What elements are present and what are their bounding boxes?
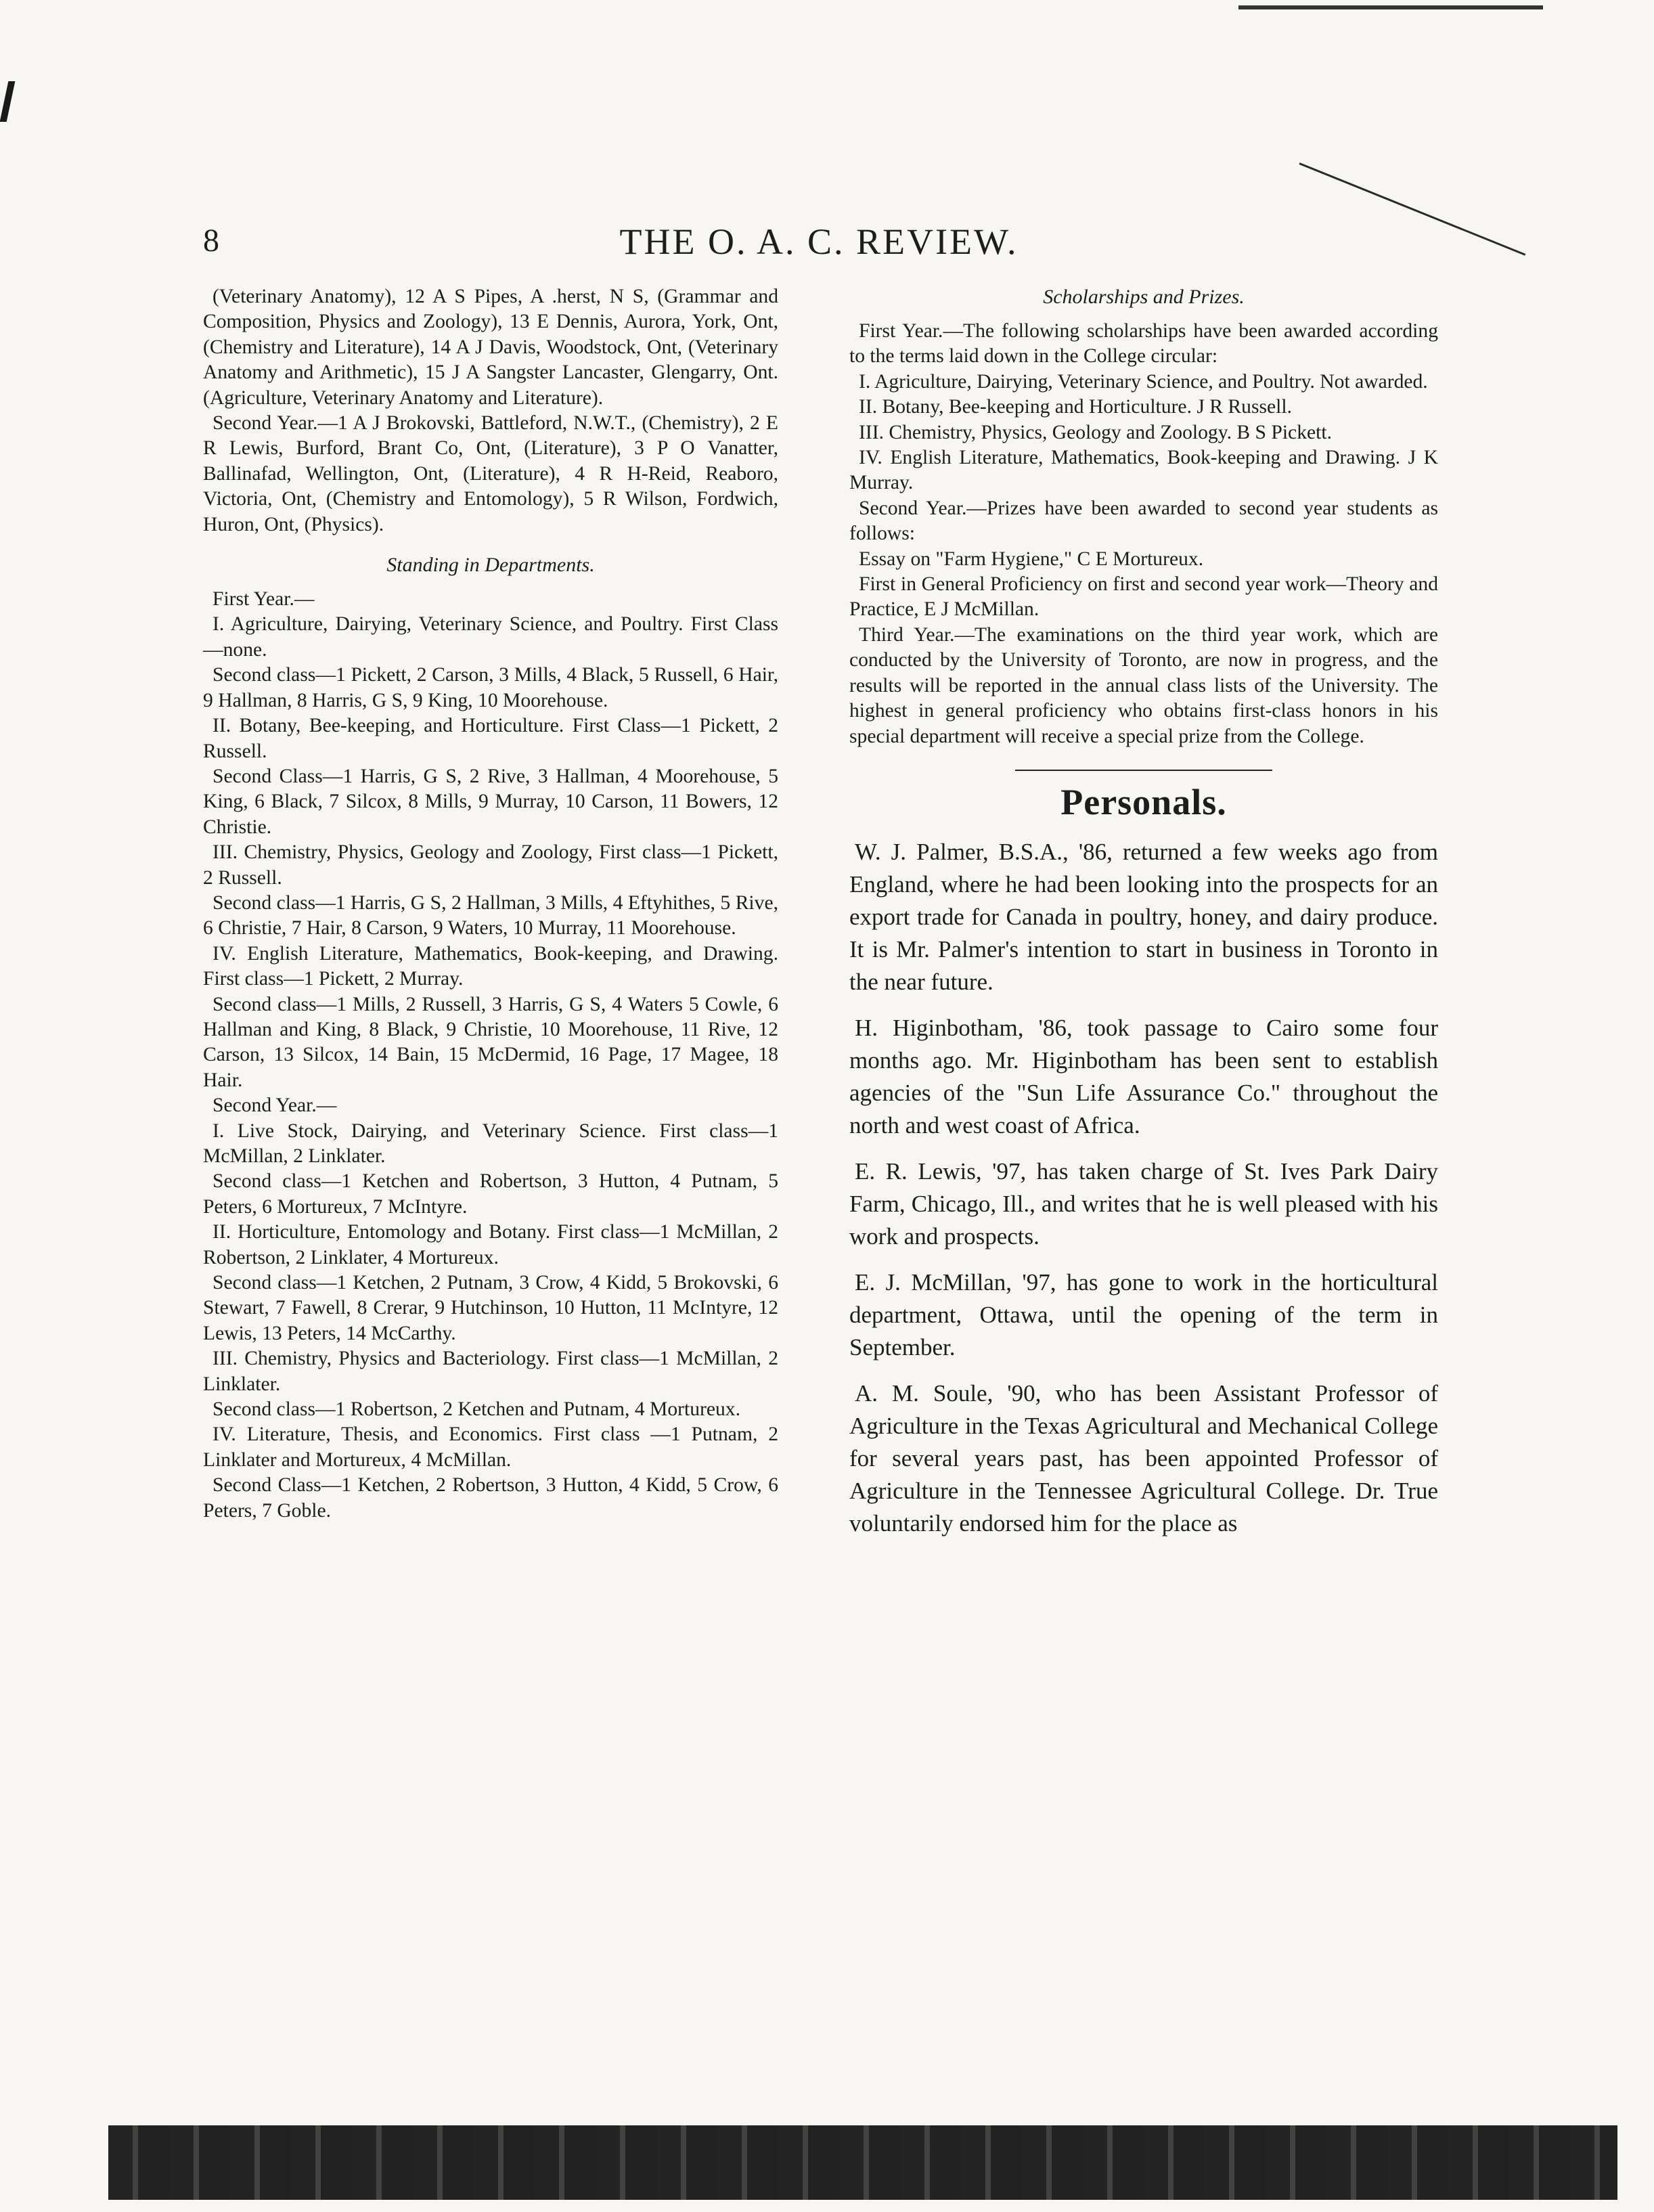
paragraph: Second Class—1 Harris, G S, 2 Rive, 3 Hallman, 4 Moorehouse, 5 King, 6 Black, 7 Silcox, 8 Mills, 9 Murray, 10 Carson, 11 Bowers, 12 Christie. bbox=[203, 765, 778, 838]
paragraph: I. Agriculture, Dairying, Veterinary Science, and Poultry. Not awarded. bbox=[859, 370, 1428, 393]
paragraph: (Veterinary Anatomy), 12 A S Pipes, A .herst, N S, (Grammar and Composition, Physics and Zoology), 13 E Dennis, Aurora, York, Ont, (Chemistry and Literature), 14 A J Davis, Woodstock, Ont, (Veterinary Anatomy and Arithmetic), 15 J A Sangster Lancaster, Glengarry, Ont. (Agriculture, Veterinary Anatomy and Literature). bbox=[203, 286, 778, 409]
scholarships-heading: Scholarships and Prizes. bbox=[1043, 286, 1245, 308]
scan-edge-top bbox=[1238, 5, 1543, 9]
paragraph: Second class—1 Ketchen, 2 Putnam, 3 Crow, 4 Kidd, 5 Brokovski, 6 Stewart, 7 Fawell, 8 Crerar, 9 Hutchinson, 10 Hutton, 11 McIntyre, 12 Lewis, 13 Peters, 14 McCarthy. bbox=[203, 1272, 778, 1344]
paragraph: Second class—1 Pickett, 2 Carson, 3 Mills, 4 Black, 5 Russell, 6 Hair, 9 Hallman, 8 Harris, G S, 9 King, 10 Moorehouse. bbox=[203, 664, 778, 711]
paragraph: W. J. Palmer, B.S.A., '86, returned a few weeks ago from England, where he had been looking into the prospects for an export trade for Canada in poultry, honey, and dairy produce. It is Mr. Palmer's intention to start in business in Toronto in the near future. bbox=[849, 838, 1438, 995]
paragraph: Second Class—1 Ketchen, 2 Robertson, 3 Hutton, 4 Kidd, 5 Crow, 6 Peters, 7 Goble. bbox=[203, 1474, 778, 1522]
right-column bbox=[849, 284, 1438, 1540]
page-number: 8 bbox=[203, 223, 220, 259]
standing-heading: Standing in Departments. bbox=[386, 554, 595, 577]
paragraph: First Year.— bbox=[213, 588, 315, 611]
scan-margin-line bbox=[1299, 162, 1525, 256]
paragraph: Third Year.—The examinations on the third year work, which are conducted by the University of Toronto, are now in progress, and the results will be reported in the annual class lists of the University. The highest in general proficiency who obtains first-class honors in his special department will receive a special prize from the College. bbox=[849, 623, 1438, 747]
paragraph: E. R. Lewis, '97, has taken charge of St. Ives Park Dairy Farm, Chicago, Ill., and writes that he is well pleased with his work and prospects. bbox=[849, 1157, 1438, 1249]
paragraph: II. Botany, Bee-keeping and Horticulture. J R Russell. bbox=[859, 396, 1292, 418]
paragraph: Second class—1 Harris, G S, 2 Hallman, 3 Mills, 4 Eftyhithes, 5 Rive, 6 Christie, 7 Hair, 8 Carson, 9 Waters, 10 Murray, 11 Moorehouse. bbox=[203, 891, 778, 939]
paragraph: A. M. Soule, '90, who has been Assistant Professor of Agriculture in the Texas Agricultural and Mechanical College for several years past, has been appointed Professor of Agriculture in the Tennessee Agricultural College. Dr. True voluntarily endorsed him for the place as bbox=[849, 1379, 1438, 1536]
paragraph: IV. English Literature, Mathematics, Book-keeping, and Drawing. First class—1 Pickett, 2 Murray. bbox=[203, 942, 778, 990]
paragraph: IV. Literature, Thesis, and Economics. First class —1 Putnam, 2 Linklater and Mortureux, 4 McMillan. bbox=[203, 1423, 778, 1471]
paragraph: Second class—1 Mills, 2 Russell, 3 Harris, G S, 4 Waters 5 Cowle, 6 Hallman and King, 8 Black, 9 Christie, 10 Moorehouse, 11 Rive, 12 Carson, 13 Silcox, 14 Bain, 15 McDermid, 16 Page, 17 Magee, 18 Hair. bbox=[203, 993, 778, 1091]
paragraph: Second Year.—Prizes have been awarded to second year students as follows: bbox=[849, 497, 1438, 545]
personals-section bbox=[849, 836, 1438, 1540]
scan-margin-mark bbox=[0, 81, 15, 122]
paragraph: Second Year.—1 A J Brokovski, Battleford, N.W.T., (Chemistry), 2 E R Lewis, Burford, Brant Co, Ont, (Literature), 3 P O Vanatter, Ballinafad, Wellington, Ont, (Literature), 4 R H-Reid, Reaboro, Victoria, Ont, (Chemistry and Entomology), 5 R Wilson, Fordwich, Huron, Ont, (Physics). bbox=[203, 412, 778, 535]
paragraph: Second class—1 Ketchen and Robertson, 3 Hutton, 4 Putnam, 5 Peters, 6 Mortureux, 7 McIntyre. bbox=[203, 1170, 778, 1218]
paragraph: I. Agriculture, Dairying, Veterinary Science, and Poultry. First Class—none. bbox=[203, 613, 778, 661]
paragraph: Essay on "Farm Hygiene," C E Mortureux. bbox=[859, 548, 1204, 570]
left-column bbox=[203, 284, 778, 1524]
paragraph: First Year.—The following scholarships have been awarded according to the terms laid down in the College circular: bbox=[849, 320, 1438, 368]
paragraph: First in General Proficiency on first and second year work—Theory and Practice, E J McMillan. bbox=[849, 573, 1438, 621]
paragraph: I. Live Stock, Dairying, and Veterinary Science. First class—1 McMillan, 2 Linklater. bbox=[203, 1120, 778, 1167]
paragraph: E. J. McMillan, '97, has gone to work in the horticultural department, Ottawa, until the opening of the term in September. bbox=[849, 1268, 1438, 1361]
paragraph: II. Horticulture, Entomology and Botany. First class—1 McMillan, 2 Robertson, 2 Linklater, 4 Mortureux. bbox=[203, 1221, 778, 1268]
paragraph: III. Chemistry, Physics, Geology and Zoology. B S Pickett. bbox=[859, 421, 1332, 443]
paragraph: Second class—1 Robertson, 2 Ketchen and Putnam, 4 Mortureux. bbox=[213, 1398, 740, 1421]
paragraph: III. Chemistry, Physics, Geology and Zoology, First class—1 Pickett, 2 Russell. bbox=[203, 841, 778, 889]
section-divider bbox=[1015, 770, 1272, 771]
paragraph: Second Year.— bbox=[213, 1094, 337, 1117]
personals-heading: Personals. bbox=[1060, 781, 1227, 822]
paragraph: IV. English Literature, Mathematics, Book-keeping and Drawing. J K Murray. bbox=[849, 447, 1438, 494]
paragraph: H. Higinbotham, '86, took passage to Cairo some four months ago. Mr. Higinbotham has been sent to establish agencies of the "Sun Life Assurance Co." throughout the north and west coast of Africa. bbox=[849, 1014, 1438, 1138]
scan-edge-bottom bbox=[108, 2125, 1617, 2200]
paragraph: III. Chemistry, Physics and Bacteriology. First class—1 McMillan, 2 Linklater. bbox=[203, 1348, 778, 1395]
running-head-title: THE O. A. C. REVIEW. bbox=[619, 221, 1019, 262]
scholarships-section bbox=[849, 284, 1438, 749]
paragraph: II. Botany, Bee-keeping, and Horticulture. First Class—1 Pickett, 2 Russell. bbox=[203, 715, 778, 762]
